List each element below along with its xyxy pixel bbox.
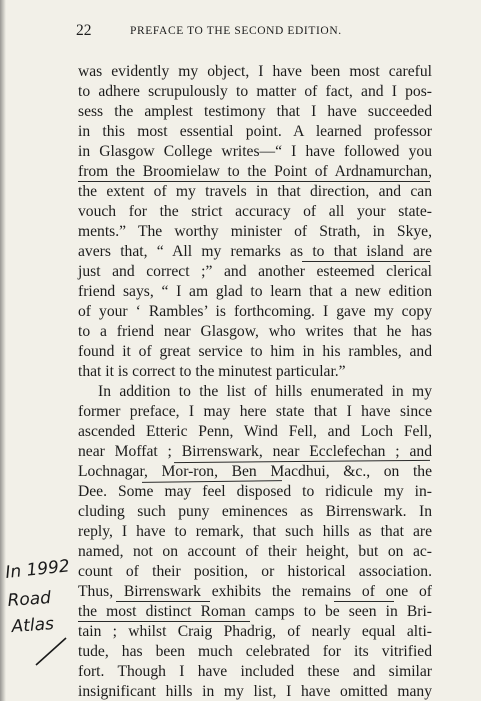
text-line: former preface, I may here state that I have since bbox=[78, 403, 432, 420]
running-title: PREFACE TO THE SECOND EDITION. bbox=[130, 25, 342, 37]
text-line: just and correct ;” and another esteemed clerical bbox=[78, 263, 432, 280]
text-line: insignificant hills in my list, I have omitted many bbox=[78, 683, 432, 700]
text-line: the extent of my travels in that direction, and can bbox=[78, 183, 432, 200]
text-line: tude, has been much celebrated for its vitrified bbox=[78, 643, 432, 660]
text-line: Dee. Some may feel disposed to ridicule my in- bbox=[78, 483, 432, 500]
text-line: Lochnagar, Mor-ron, Ben Macdhui, &c., on the bbox=[78, 463, 432, 480]
text-line: sess the amplest testimony that I have succeeded bbox=[78, 103, 432, 120]
text-line: reply, I have to remark, that such hills as that are bbox=[78, 523, 432, 540]
text-line: from the Broomielaw to the Point of Ardnamurchan, bbox=[78, 163, 432, 180]
text-line: named, not on account of their height, but on ac- bbox=[78, 543, 432, 560]
text-line: near Moffat ; Birrenswark, near Ecclefechan ; and bbox=[78, 443, 432, 460]
margin-note-line-3: Atlas bbox=[10, 614, 55, 637]
text-line: fort. Though I have included these and similar bbox=[78, 663, 432, 680]
text-line: of your ‘ Rambles’ is forthcoming. I gave my copy bbox=[78, 303, 432, 320]
text-line: ments.” The worthy minister of Strath, in Skye, bbox=[78, 223, 432, 240]
text-line: to adhere scrupulously to matter of fact, and I pos- bbox=[78, 83, 432, 100]
text-line: vouch for the strict accuracy of all your state- bbox=[78, 203, 432, 220]
margin-note-line-2: Road bbox=[6, 588, 52, 611]
margin-pen-stroke bbox=[36, 638, 66, 665]
text-line: friend says, “ I am glad to learn that a new edition bbox=[78, 283, 432, 300]
text-line: the most distinct Roman camps to be seen in Bri- bbox=[78, 603, 432, 620]
text-line: count of their position, or historical association. bbox=[78, 563, 432, 580]
text-line: avers that, “ All my remarks as to that island are bbox=[78, 243, 432, 260]
text-line: in this most essential point. A learned professor bbox=[78, 123, 432, 140]
text-line: was evidently my object, I have been most careful bbox=[78, 63, 432, 80]
text-line: In addition to the list of hills enumerated in my bbox=[98, 383, 432, 400]
text-line: to a friend near Glasgow, who writes that he has bbox=[78, 323, 432, 340]
text-line: ascended Etteric Penn, Wind Fell, and Loch Fell, bbox=[78, 423, 432, 440]
text-line: that it is correct to the minutest particular.” bbox=[78, 363, 346, 380]
page-number: 22 bbox=[76, 22, 92, 39]
text-line: found it of great service to him in his rambles, and bbox=[78, 343, 432, 360]
margin-note-line-1: In 1992 bbox=[4, 556, 71, 583]
text-line: in Glasgow College writes—“ I have followed you bbox=[78, 143, 432, 160]
text-line: cluding such puny eminences as Birrenswark. In bbox=[78, 503, 432, 520]
text-line: Thus, Birrenswark exhibits the remains of one of bbox=[78, 583, 432, 600]
text-line: tain ; whilst Craig Phadrig, of nearly equal alti- bbox=[78, 623, 432, 640]
